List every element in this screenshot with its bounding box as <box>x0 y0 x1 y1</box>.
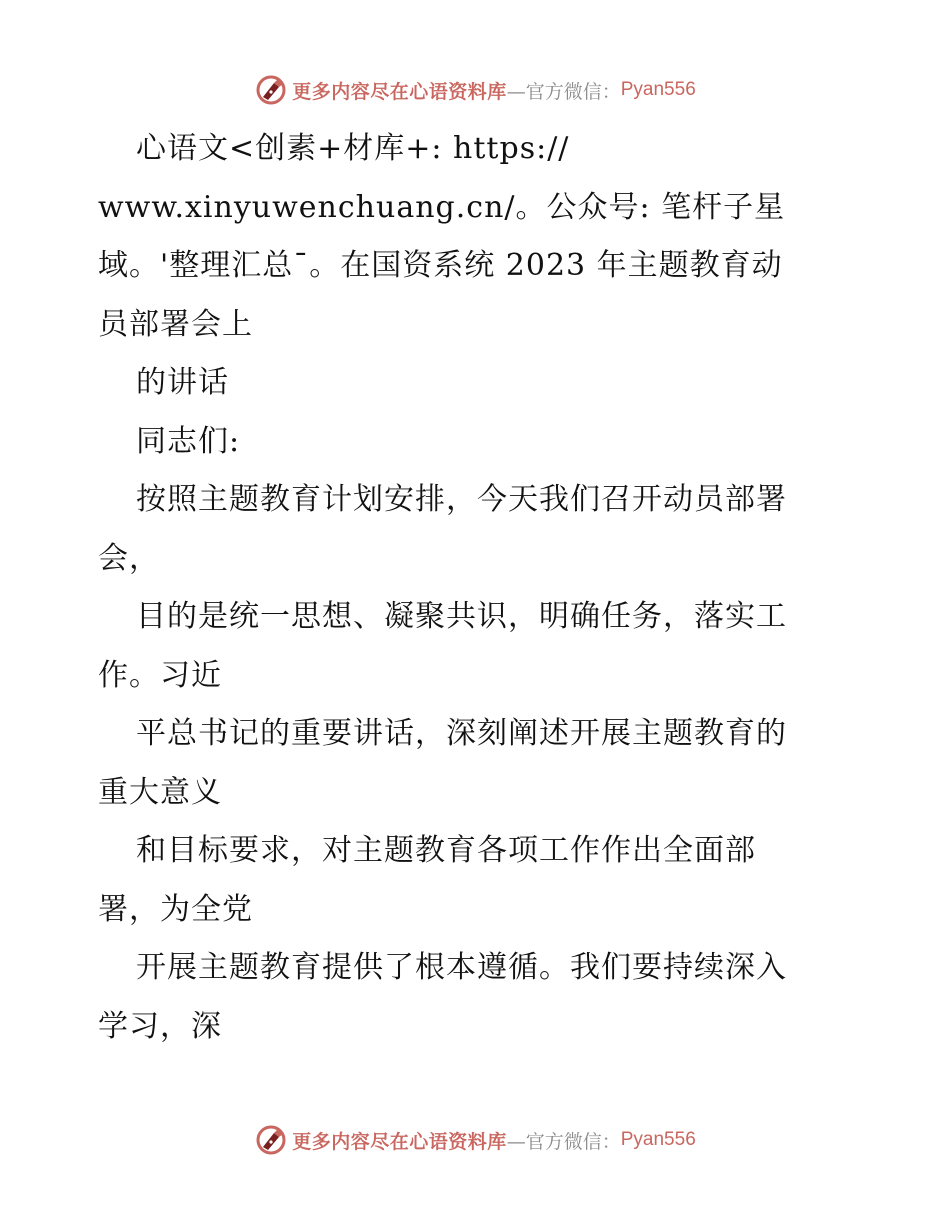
text-line: 和目标要求，对主题教育各项工作作出全面部 <box>136 833 756 868</box>
banner-wechat-label: —官方微信： <box>506 1130 621 1153</box>
text-line: 开展主题教育提供了根本遵循。我们要持续深入 <box>136 950 787 985</box>
header-banner <box>0 70 950 110</box>
text-line: 同志们: <box>136 423 241 459</box>
text-line: 域。'整理汇总¯。在国资系统 2023 年主题教育动 <box>98 248 783 283</box>
text-line: 作。习近 <box>98 657 222 693</box>
banner-wechat-id: Pyan556 <box>620 79 696 100</box>
footer-banner <box>0 1120 950 1160</box>
text-line: 的讲话 <box>136 365 229 400</box>
text-line: 重大意义 <box>98 774 222 810</box>
pen-nib-logo-icon <box>254 73 288 107</box>
text-line: 员部署会上 <box>98 306 253 342</box>
text-line: 平总书记的重要讲话，深刻阐述开展主题教育的 <box>136 716 787 751</box>
banner-wechat-id: Pyan556 <box>620 1129 696 1150</box>
text-line: 学习，深 <box>98 1008 222 1044</box>
banner-slogan: 更多内容尽在心语资料库 <box>292 80 507 103</box>
text-line: 心语文<创素+材库+: https:// <box>136 131 570 166</box>
document-body <box>98 120 868 1056</box>
banner-wechat-label: —官方微信： <box>506 80 621 103</box>
text-line: 会， <box>98 540 160 576</box>
banner-slogan: 更多内容尽在心语资料库 <box>292 1130 507 1153</box>
text-line: 目的是统一思想、凝聚共识，明确任务，落实工 <box>136 599 787 634</box>
text-line: 按照主题教育计划安排，今天我们召开动员部署 <box>136 482 787 517</box>
pen-nib-logo-icon <box>254 1123 288 1157</box>
text-line: 署，为全党 <box>98 891 253 927</box>
text-line: www.xinyuwenchuang.cn/。公众号: 笔杆子星 <box>98 189 786 225</box>
